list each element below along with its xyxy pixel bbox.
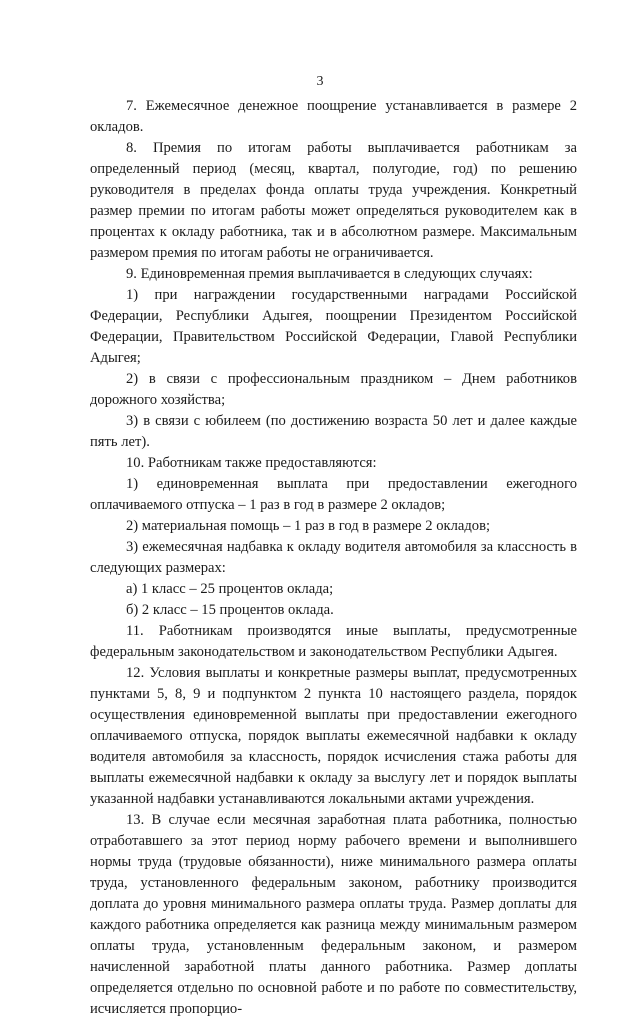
paragraph-9: 9. Единовременная премия выплачивается в следующих случаях: <box>126 266 533 282</box>
page-number: 3 <box>316 74 324 89</box>
paragraph-10-item-2: 2) материальная помощь – 1 раз в год в размере 2 окладов; <box>126 518 491 534</box>
paragraph-10-item-3: 3) ежемесячная надбавка к окладу водителя автомобиля за классность в следующих размерах: <box>90 539 577 576</box>
paragraph-9-item-3: 3) в связи с юбилеем (по достижению возраста 50 лет и далее каждые пять лет). <box>90 413 577 450</box>
paragraph-7: 7. Ежемесячное денежное поощрение устанавливается в размере 2 окладов. <box>90 98 577 135</box>
paragraph-8: 8. Премия по итогам работы выплачивается работникам за определенный период (месяц, квартал, полугодие, год) по решению руководителя в пределах фонда оплаты труда учреждения. Конкретный размер премии по итогам работы может определяться руководителем как в процентах к окладу работника, так и в абсолютном размере. Максимальным размером премия по итогам работы не ограничивается. <box>90 140 577 261</box>
paragraph-10-item-3-b: б) 2 класс – 15 процентов оклада. <box>126 602 334 618</box>
paragraph-10-item-3-a: а) 1 класс – 25 процентов оклада; <box>126 581 334 597</box>
document-body <box>90 96 577 1020</box>
paragraph-10: 10. Работникам также предоставляются: <box>126 455 377 471</box>
paragraph-13: 13. В случае если месячная заработная плата работника, полностью отработавшего за этот период норму рабочего времени и выполнившего нормы труда (трудовые обязанности), ниже минимального размера оплаты труда, установленного федеральным законом, работнику производится доплата до уровня минимального размера оплаты труда. Размер доплаты для каждого работника определяется как разница между минимальным размером оплаты труда, установленным федеральным законом, и размером начисленной заработной платы данного работника. Размер доплаты определяется отдельно по основной работе и по работе по совместительству, исчисляется пропорцио- <box>90 812 577 1017</box>
paragraph-9-item-1: 1) при награждении государственными наградами Российской Федерации, Республики Адыгея, поощрении Президентом Российской Федерации, Правительством Российской Федерации, Главой Республики Адыгея; <box>90 287 577 366</box>
paragraph-10-item-1: 1) единовременная выплата при предоставлении ежегодного оплачиваемого отпуска – 1 раз в год в размере 2 окладов; <box>90 476 577 513</box>
paragraph-9-item-2: 2) в связи с профессиональным праздником – Днем работников дорожного хозяйства; <box>90 371 577 408</box>
paragraph-11: 11. Работникам производятся иные выплаты, предусмотренные федеральным законодательством и законодательством Республики Адыгея. <box>90 623 577 660</box>
paragraph-12: 12. Условия выплаты и конкретные размеры выплат, предусмотренных пунктами 5, 8, 9 и подпунктом 2 пункта 10 настоящего раздела, порядок осуществления единовременной выплаты при предоставлении ежегодного оплачиваемого отпуска, порядок выплаты ежемесячной надбавки к окладу водителя автомобиля за классность, порядок исчисления стажа работы для выплаты ежемесячной надбавки к окладу за выслугу лет и порядок выплаты указанной надбавки устанавливаются локальными актами учреждения. <box>90 665 577 807</box>
